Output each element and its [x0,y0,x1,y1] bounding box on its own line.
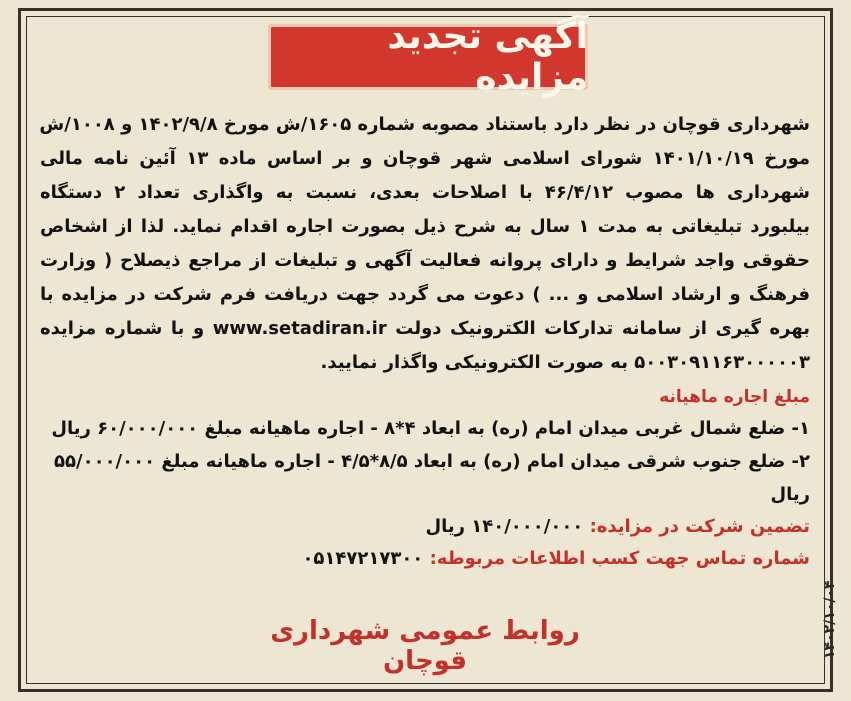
side-date-code: ۱۴۰۲/۱۰/۰۴ [822,580,838,660]
rent-item-1: ۱- ضلع شمال غربی میدان امام (ره) به ابعاد ۴*۸ - اجاره ماهیانه مبلغ ۶۰/۰۰۰/۰۰۰ ریال [51,418,810,439]
monthly-rent-heading: مبلغ اجاره ماهیانه [659,387,810,407]
phone-row [40,543,810,575]
rent-item-2: ۲- ضلع جنوب شرقی میدان امام (ره) به ابعاد ۸/۵*۴/۵ - اجاره ماهیانه مبلغ ۵۵/۰۰۰/۰۰۰ [54,451,810,472]
body-line-3: شهرداری ها مصوب ۴۶/۴/۱۲ با اصلاحات بعدی، نسبت به واگذاری تعداد ۲ دستگاه [40,182,811,203]
body-line-1: شهرداری قوچان در نظر دارد باستناد مصوبه شماره ۱۶۰۵/ش مورخ ۱۴۰۲/۹/۸ و ۱۰۰۸/ش [39,114,810,135]
guarantee-label: تضمین شرکت در مزایده: [589,516,810,537]
body-line-8: ۵۰۰۳۰۹۱۱۶۳۰۰۰۰۰۳ به صورت الکترونیکی واگذار نمایید. [320,352,810,373]
guarantee-value: ۱۴۰/۰۰۰/۰۰۰ ریال [425,516,584,537]
body-line-5: حقوقی واجد شرایط و دارای پروانه فعالیت آگهی و تبلیغات از مراجع ذیصلاح ( وزارت [40,250,810,271]
body-line-6: فرهنگ و ارشاد اسلامی و ... ) دعوت می گردد جهت دریافت فرم شرکت در مزایده با [40,284,810,305]
phone-value: ۰۵۱۴۷۲۱۷۳۰۰ [302,548,424,569]
rent-item-2-continued: ریال [770,484,810,505]
body-line-7: بهره گیری از سامانه تدارکات الکترونیک دولت www.setadiran.ir و با شماره مزایده [40,318,810,339]
notice-body [40,108,810,575]
notice-title: آگهی تجدید مزایده [387,16,588,98]
guarantee-row [40,511,810,543]
title-banner [268,16,588,98]
body-line-4: بیلبورد تبلیغاتی به مدت ۱ سال به شرح ذیل بصورت اجاره اقدام نماید. لذا از اشخاص [40,216,810,237]
body-line-2: مورخ ۱۴۰۱/۱۰/۱۹ شورای اسلامی شهر قوچان و بر اساس ماده ۱۳ آئین نامه مالی [40,148,811,169]
phone-label: شماره تماس جهت کسب اطلاعات مربوطه: [429,548,810,569]
signature: روابط عمومی شهرداری قوچان [270,616,580,676]
